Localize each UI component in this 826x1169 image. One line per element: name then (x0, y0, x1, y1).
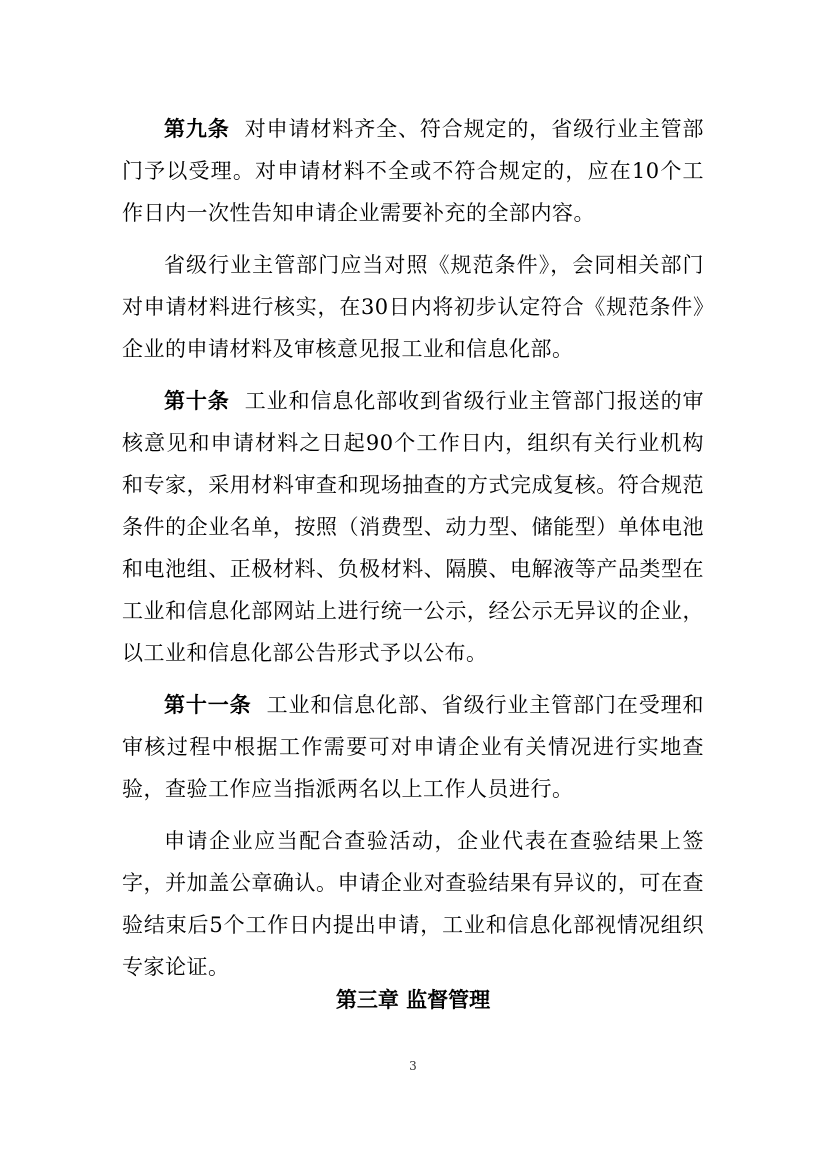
paragraph-article-11-cont (122, 820, 704, 988)
paragraph-article-11 (122, 684, 704, 810)
paragraph-article-10 (122, 380, 704, 674)
paragraph-article-9-cont (122, 244, 704, 370)
article-number: 第十一条 (164, 693, 252, 717)
article-number: 第九条 (164, 117, 230, 141)
document-body (122, 108, 704, 998)
paragraph-text: 省级行业主管部门应当对照《规范条件》，会同相关部门对申请材料进行核实，在30日内将初步认定符合《规范条件》企业的申请材料及审核意见报工业和信息化部。 (122, 253, 704, 361)
paragraph-text: 对申请材料齐全、符合规定的，省级行业主管部门予以受理。对申请材料不全或不符合规定的，应在10个工作日内一次性告知申请企业需要补充的全部内容。 (122, 117, 705, 225)
article-number: 第十条 (164, 389, 230, 413)
paragraph-text: 工业和信息化部、省级行业主管部门在受理和审核过程中根据工作需要可对申请企业有关情况进行实地查验，查验工作应当指派两名以上工作人员进行。 (122, 693, 704, 801)
paragraph-text: 工业和信息化部收到省级行业主管部门报送的审核意见和申请材料之日起90个工作日内，组织有关行业机构和专家，采用材料审查和现场抽查的方式完成复核。符合规范条件的企业名单，按照（消费型、动力型、储能型）单体电池和电池组、正极材料、负极材料、隔膜、电解液等产品类型在工业和信息化部网站上进行统一公示，经公示无异议的企业，以工业和信息化部公告形式予以公布。 (122, 389, 705, 665)
paragraph-text: 申请企业应当配合查验活动，企业代表在查验结果上签字，并加盖公章确认。申请企业对查验结果有异议的，可在查验结束后5个工作日内提出申请，工业和信息化部视情况组织专家论证。 (122, 829, 704, 979)
chapter-heading: 第三章 监督管理 (335, 988, 491, 1012)
page-number: 3 (409, 1059, 417, 1073)
paragraph-article-9 (122, 108, 704, 234)
